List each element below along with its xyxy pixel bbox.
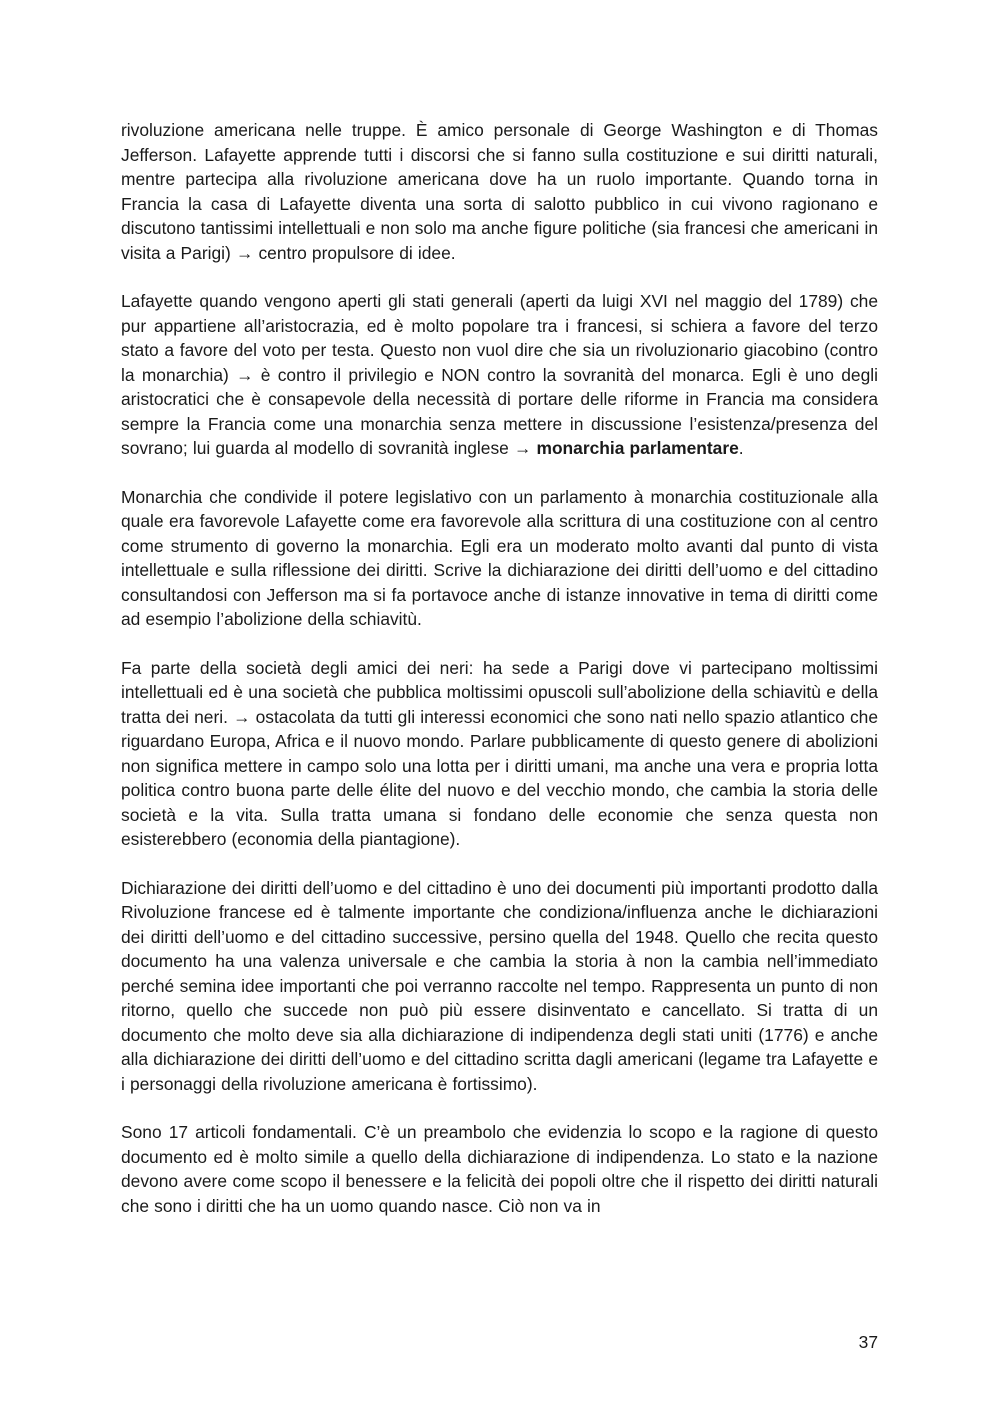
paragraph-lafayette-background (121, 118, 878, 265)
paragraph-text: rivoluzione americana nelle truppe. È amico personale di George Washington e di Thomas Jefferson. Lafayette apprende tutti i discorsi che si fanno sulla costituzione e sui diritti naturali, mentre partecipa alla rivoluzione americana dove ha un ruolo importante. Quando torna in Francia la casa di Lafayette diventa una sorta di salotto pubblico in cui vivono ragionano e discutono tantissimi intellettuali e non solo ma anche figure politiche (sia francesi che americani in visita a Parigi) → centro propulsore di idee. (121, 120, 878, 263)
paragraph-text: Sono 17 articoli fondamentali. C’è un preambolo che evidenzia lo scopo e la ragione di questo documento ed è molto simile a quello della dichiarazione di indipendenza. Lo stato e la nazione devono avere come scopo il benessere e la felicità dei popoli oltre che il rispetto dei diritti naturali che sono i diritti che ha un uomo quando nasce. Ciò non va in (121, 1122, 878, 1216)
paragraph-estates-general (121, 289, 878, 461)
bold-term: → monarchia parlamentare (513, 438, 739, 458)
paragraph-text: Dichiarazione dei diritti dell’uomo e del cittadino è uno dei documenti più importanti prodotto dalla Rivoluzione francese ed è talmente importante che condiziona/influenza anche le dichiarazioni dei diritti dell’uomo e del cittadino successive, persino quella del 1948. Quello che recita questo documento ha una valenza universale e che cambia la storia à non la cambia nell’immediato perché semina idee importanti che poi verranno raccolte nel tempo. Rappresenta un punto di non ritorno, quello che succede non può più essere disinventato e cancellato. Si tratta di un documento che molto deve sia alla dichiarazione di indipendenza degli stati uniti (1776) e anche alla dichiarazione dei diritti dell’uomo e del cittadino scritta dagli americani (legame tra Lafayette e i personaggi della rivoluzione americana è fortissimo). (121, 877, 878, 1094)
paragraph-text-end: . (738, 438, 744, 458)
paragraph-declaration-rights (121, 876, 878, 1097)
page-number: 37 (858, 1332, 878, 1352)
paragraph-text: Monarchia che condivide il potere legislativo con un parlamento à monarchia costituzionale alla quale era favorevole Lafayette come era favorevole alla scrittura di una costituzione con al centro come strumento di governo la monarchia. Egli era un moderato molto avanti dal punto di vista intellettuale e sulla riflessione dei diritti. Scrive la dichiarazione dei diritti dell’uomo e del cittadino consultandosi con Jefferson ma si fa portavoce anche di istanze innovative in tema di diritti come ad esempio l’abolizione della schiavitù. (121, 486, 878, 629)
paragraph-text: Fa parte della società degli amici dei neri: ha sede a Parigi dove vi partecipano moltissimi intellettuali ed è una società che pubblica moltissimi opuscoli sull’abolizione della schiavitù e della tratta dei neri. → ostacolata da tutti gli interessi economici che sono nati nello spazio atlantico che riguardano Europa, Africa e il nuovo mondo. Parlare pubblicamente di questo genere di abolizioni non significa mettere in campo solo una lotta per i diritti umani, ma anche una vera e propria lotta politica contro buona parte delle élite del nuovo e del vecchio mondo, che cambia la storia delle società e la vita. Sulla tratta umana si fondano delle economie che senza questa non esisterebbero (economia della piantagione). (121, 657, 878, 849)
page-body (121, 118, 878, 1242)
paragraph-society-friends-blacks (121, 656, 878, 852)
paragraph-seventeen-articles (121, 1120, 878, 1218)
paragraph-text: Lafayette quando vengono aperti gli stati generali (aperti da luigi XVI nel maggio del 1789) che pur appartiene all’aristocrazia, ed è molto popolare tra i francesi, si schiera a favore del terzo stato a favore del voto per testa. Questo non vuol dire che sia un rivoluzionario giacobino (contro la monarchia) → è contro il privilegio e NON contro la sovranità del monarca. Egli è uno degli aristocratici che è consapevole della necessità di portare delle riforme in Francia ma considera sempre la Francia come una monarchia senza mettere in discussione l’esistenza/presenza del sovrano; lui guarda al modello di sovranità inglese (121, 291, 878, 458)
paragraph-constitutional-monarchy (121, 485, 878, 632)
